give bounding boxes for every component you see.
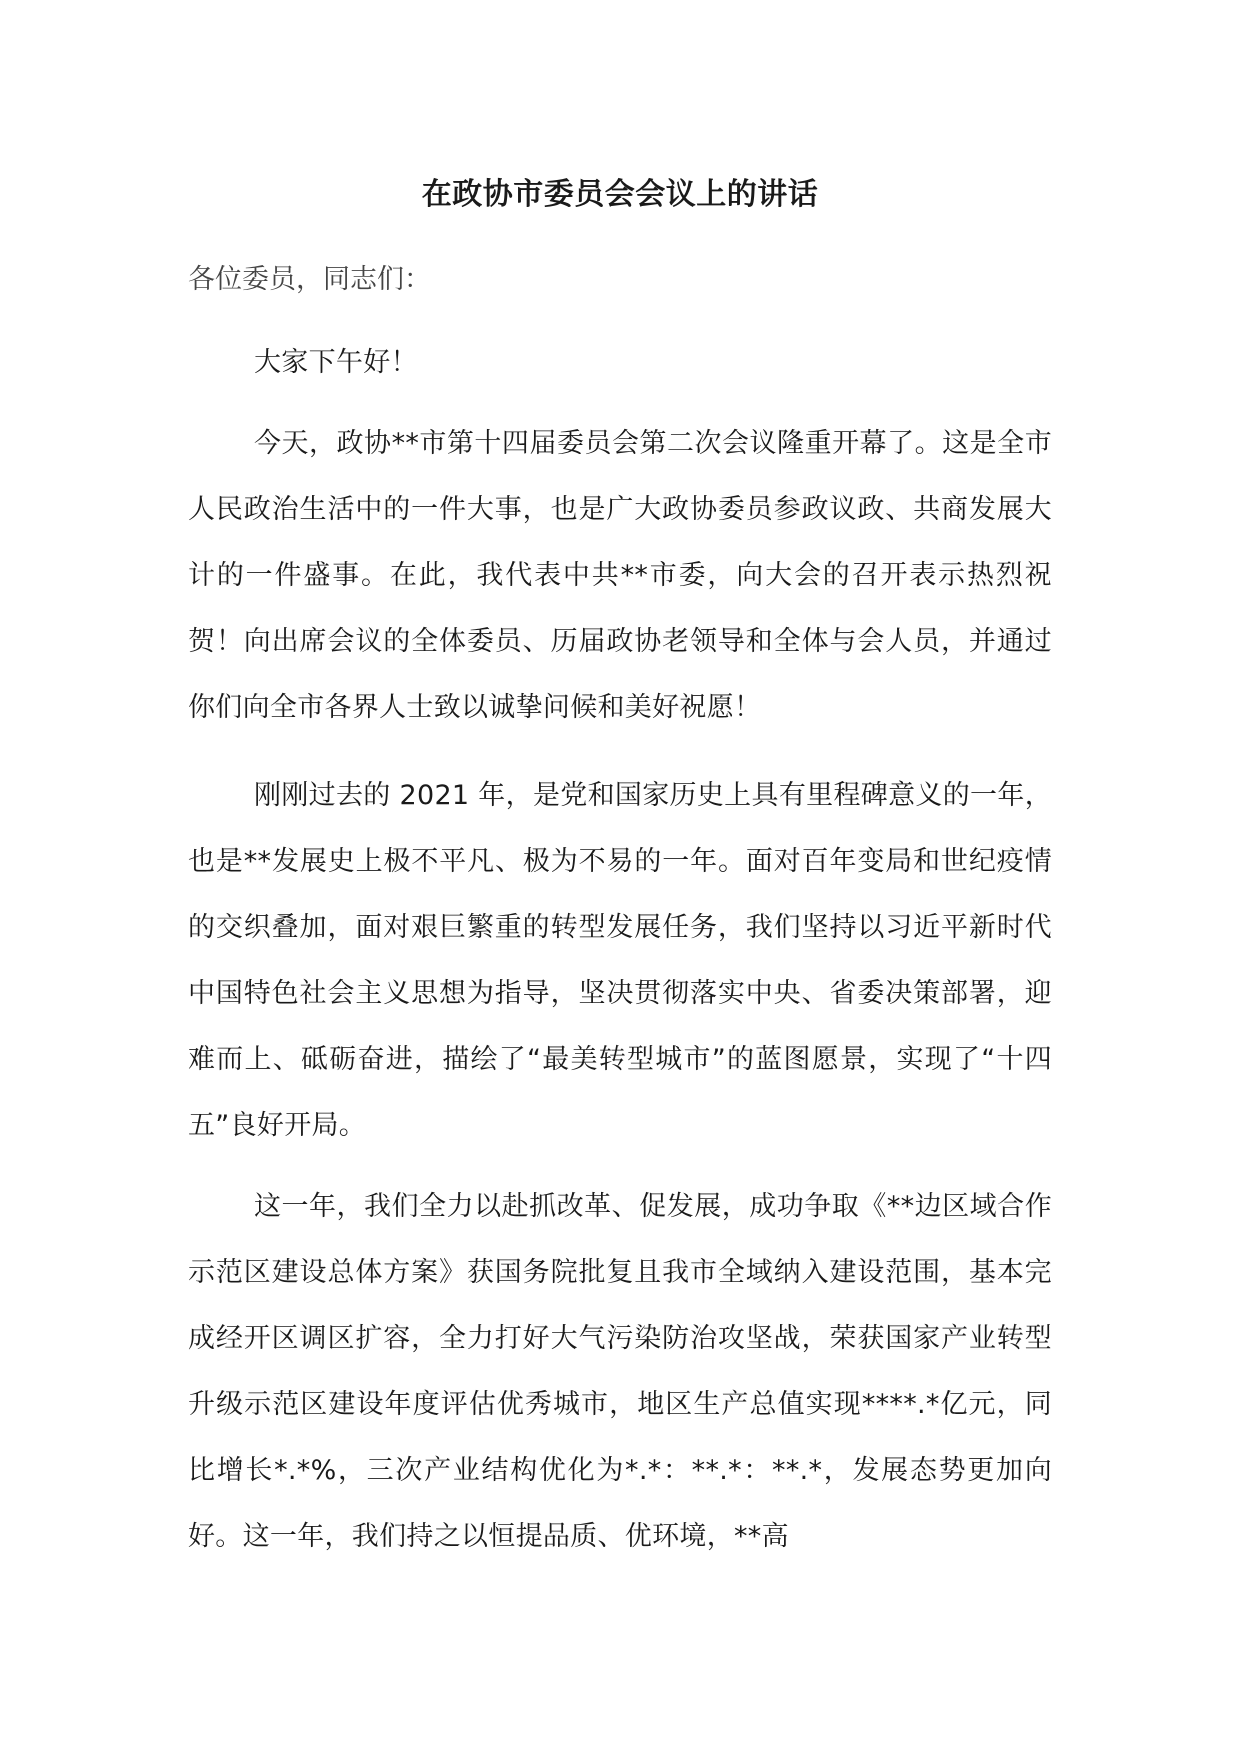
- document-title: 在政协市委员会会议上的讲话: [421, 177, 819, 212]
- paragraph-opening: 今天，政协**市第十四届委员会第二次会议隆重开幕了。这是全市人民政治生活中的一件大事，也是广大政协委员参政议政、共商发展大计的一件盛事。在此，我代表中共**市委，向大会的召开表示热烈祝贺！向出席会议的全体委员、历届政协老领导和全体与会人员，并通过你们向全市各界人士致以诚挚问候和美好祝愿！: [188, 428, 1052, 723]
- paragraph-review-2021: 刚刚过去的 2021 年，是党和国家历史上具有里程碑意义的一年，也是**发展史上极不平凡、极为不易的一年。面对百年变局和世纪疫情的交织叠加，面对艰巨繁重的转型发展任务，我们坚持以习近平新时代中国特色社会主义思想为指导，坚决贯彻落实中央、省委决策部署，迎难而上、砥砺奋进，描绘了“最美转型城市”的蓝图愿景，实现了“十四五”良好开局。: [188, 780, 1052, 1141]
- salutation: 各位委员，同志们：: [188, 264, 431, 295]
- paragraph-greeting: 大家下午好！: [254, 347, 418, 378]
- paragraph-achievements: 这一年，我们全力以赴抓改革、促发展，成功争取《**边区域合作示范区建设总体方案》获国务院批复且我市全域纳入建设范围，基本完成经开区调区扩容，全力打好大气污染防治攻坚战，荣获国家产业转型升级示范区建设年度评估优秀城市，地区生产总值实现****.*亿元，同比增长*.*%，三次产业结构优化为*.*：**.*：**.*，发展态势更加向好。这一年，我们持之以恒提品质、优环境，**高: [188, 1191, 1052, 1552]
